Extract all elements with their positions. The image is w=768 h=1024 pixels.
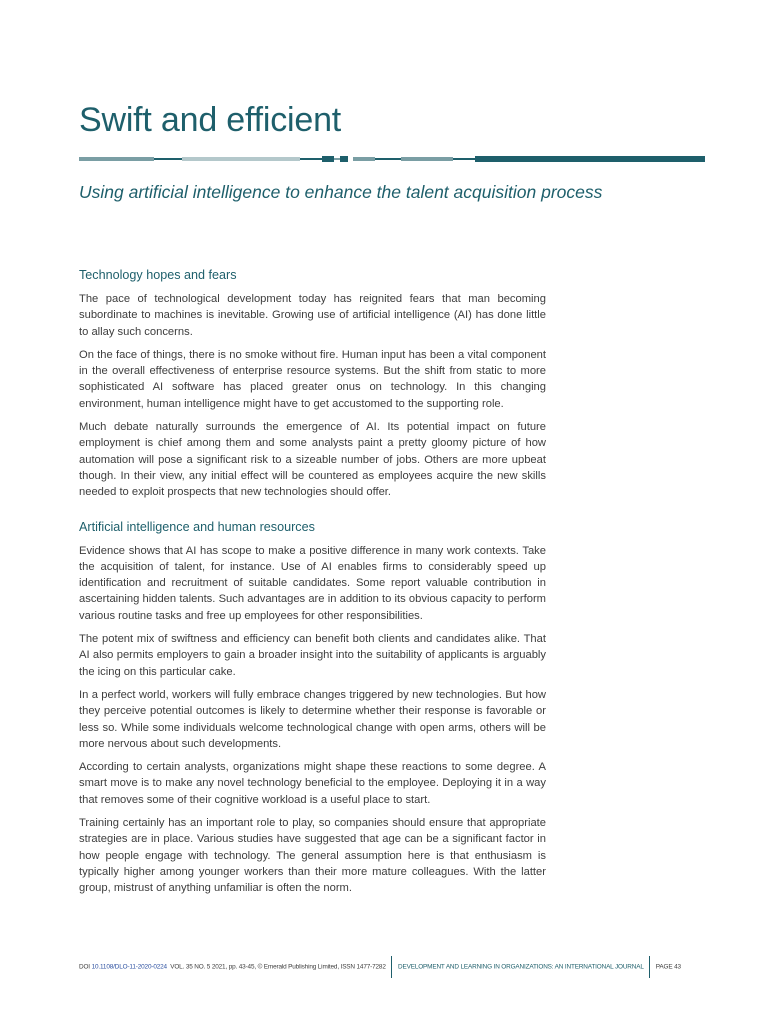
section-heading: Artificial intelligence and human resources <box>79 519 315 534</box>
citation-text: VOL. 35 NO. 5 2021, pp. 43-45, © Emerald Publishing Limited, ISSN 1477-7282 <box>170 963 386 971</box>
article-body <box>79 267 546 904</box>
journal-name: DEVELOPMENT AND LEARNING IN ORGANIZATIONS: AN INTERNATIONAL JOURNAL <box>398 963 644 971</box>
section-technology-hopes-and-fears <box>79 267 546 501</box>
paragraph: The potent mix of swiftness and efficiency can benefit both clients and candidates alike. That AI also permits employers to gain a broader insight into the suitability of applicants is arguably the icing on this particular cake. <box>79 633 546 678</box>
doi-link[interactable]: 10.1108/DLO-11-2020-0224 <box>91 963 167 971</box>
footer-divider <box>649 956 650 978</box>
section-heading: Technology hopes and fears <box>79 268 237 282</box>
paragraph: According to certain analysts, organizations might shape these reactions to some degree. A smart move is to make any novel technology beneficial to the employee. Deploying it in a way that removes some of their cognitive workload is a useful place to start. <box>79 761 546 806</box>
paragraph: On the face of things, there is no smoke without fire. Human input has been a vital component in the overall effectiveness of enterprise resource systems. But the shift from static to more sophisticated AI software has placed greater onus on technology. In this changing environment, human intelligence might have to get accustomed to the supporting role. <box>79 348 546 410</box>
article-title: Swift and efficient <box>79 101 342 139</box>
footer-divider <box>391 956 392 978</box>
paragraph: Evidence shows that AI has scope to make a positive difference in many work contexts. Take the acquisition of talent, for instance. Use of AI enables firms to considerably speed up identification and recruitment of suitable candidates. Some report valuable contribution in ascertaining hidden talents. Such advantages are in addition to its obvious capacity to perform various routine tasks and free up employees for other responsibilities. <box>79 544 546 622</box>
page-number: PAGE 43 <box>655 963 681 971</box>
paragraph: Much debate naturally surrounds the emergence of AI. Its potential impact on future employment is chief among them and some analysts paint a pretty gloomy picture of how automation will pose a significant risk to a sizeable number of jobs. Others are more upbeat though. In their view, any initial effect will be countered as employees acquire the new skills needed to exploit prospects that new technologies should offer. <box>79 421 546 499</box>
section-ai-and-human-resources <box>79 519 546 897</box>
paragraph: The pace of technological development today has reignited fears that man becoming subordinate to machines is inevitable. Growing use of artificial intelligence (AI) has done little to allay such concerns. <box>79 293 546 338</box>
paragraph: In a perfect world, workers will fully embrace changes triggered by new technologies. But how they perceive potential outcomes is likely to determine whether their response is favorable or less so. While some individuals welcome technological change with open arms, others will be more nervous about such developments. <box>79 688 546 750</box>
doi-prefix: DOI <box>79 963 90 971</box>
page-footer <box>79 956 681 978</box>
paragraph: Training certainly has an important role to play, so companies should ensure that appropriate strategies are in place. Various studies have suggested that age can be a significant factor in how people engage with technology. The general assumption here is that enthusiasm is typically higher among younger workers than their more mature colleagues. With the latter group, mistrust of anything unfamiliar is often the norm. <box>79 817 546 895</box>
article-subtitle: Using artificial intelligence to enhance the talent acquisition process <box>79 182 603 202</box>
decorative-title-rule <box>79 155 705 163</box>
